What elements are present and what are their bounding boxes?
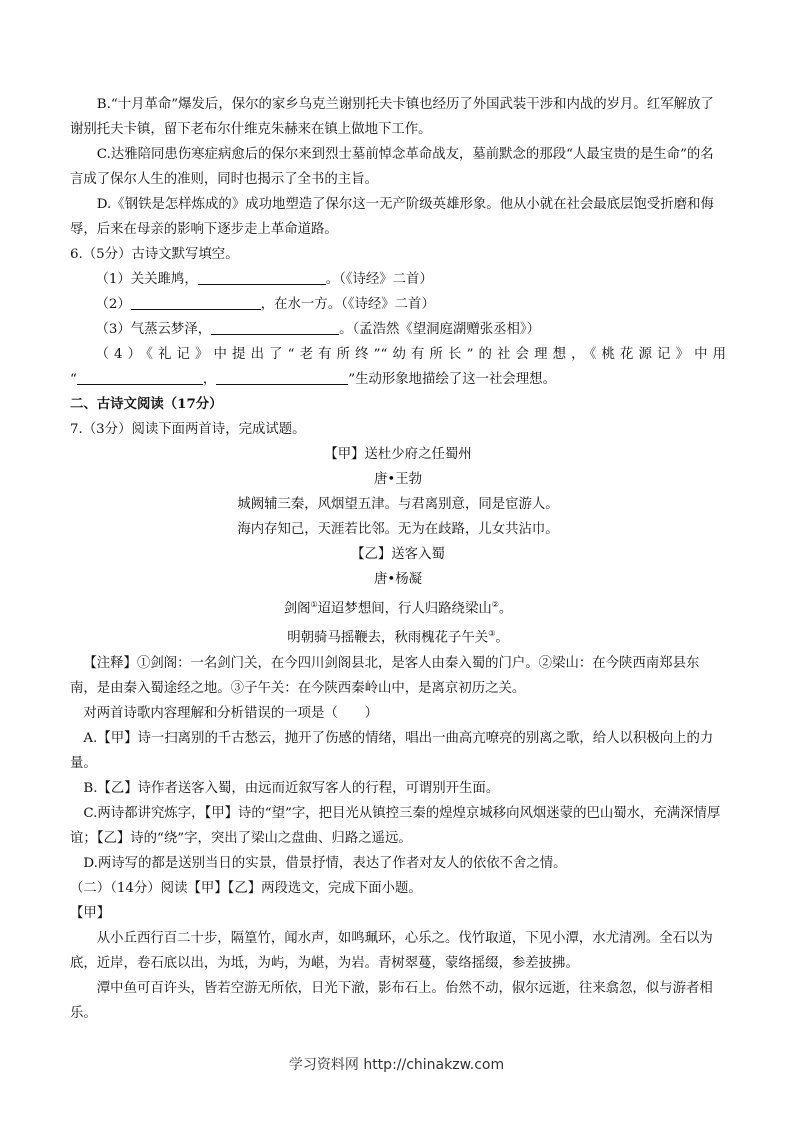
q7-notes: 【注释】①剑阁：一名剑门关，在今四川剑阁县北，是客人由秦入蜀的门户。②梁山：在今陕西南郑县东南，是由秦入蜀途经之地。③子午关：在今陕西秦岭山中，是离京初历之关。 xyxy=(70,655,700,696)
poem-2-line-1-a: 剑阁 xyxy=(283,601,311,617)
q7-option-b: B.【乙】诗作者送客入蜀，由远而近叙写客人的行程，可谓别开生面。 xyxy=(83,780,500,796)
q7-stem: 7.（3分）阅读下面两首诗，完成试题。 xyxy=(70,422,306,437)
q5-option-d: D.《钢铁是怎样炼成的》成功地塑造了保尔这一无产阶级英雄形象。他从小就在社会最底层饱受折磨和侮辱，后来在母亲的影响下逐步走上革命道路。 xyxy=(70,197,714,237)
q6-item-2 xyxy=(70,292,726,317)
q6-item-4-post: ”生动形象地描绘了这一社会理想。 xyxy=(348,372,556,387)
q6-item-2-pre: （2） xyxy=(95,297,131,312)
poem-1-line-2: 海内存知己，天涯若比邻。无为在歧路，儿女共沾巾。 xyxy=(237,522,559,537)
q6-item-3-post: 。（孟浩然《望洞庭湖赠张丞相》） xyxy=(339,322,540,337)
note-marker-1: ① xyxy=(310,600,318,609)
q6-blank-1[interactable] xyxy=(198,270,326,285)
note-marker-2: ② xyxy=(491,600,499,609)
q6-item-3 xyxy=(70,317,726,342)
poem-2-line-1-b: 迢迢梦想间，行人归路绕梁山 xyxy=(317,601,492,617)
q7-question: 对两首诗歌内容理解和分析错误的一项是（ ） xyxy=(83,705,378,721)
page-content xyxy=(70,92,726,1026)
poem-1-title: 【甲】送杜少府之任蜀州 xyxy=(324,447,472,462)
note-marker-3: ③ xyxy=(488,629,496,639)
poem-2-line-2 xyxy=(70,621,726,650)
passage-jia-para-1: 从小丘西行百二十步，隔篁竹，闻水声，如鸣珮环，心乐之。伐竹取道，下见小潭，水尤清冽。全石以为底，近岸，卷石底以出，为坻，为屿，为嵁，为岩。青树翠蔓，蒙络摇缀，参差披拂。 xyxy=(70,930,713,971)
poem-2-line-1 xyxy=(70,592,726,621)
q6-blank-4[interactable] xyxy=(77,370,203,385)
poem-2-title: 【乙】送客入蜀 xyxy=(351,547,445,562)
q6-item-1-pre: （1）关关雎鸠， xyxy=(95,272,198,287)
poem-1-author: 唐•王勃 xyxy=(373,472,423,487)
poem-1-line-1: 城阙辅三秦，风烟望五津。与君离别意，同是宦游人。 xyxy=(237,497,559,512)
q5-option-b: B.“十月革命”爆发后，保尔的家乡乌克兰谢别托夫卡镇也经历了外国武装干涉和内战的岁月。红军解放了谢别托夫卡镇，留下老布尔什维克朱赫来在镇上做地下工作。 xyxy=(70,97,714,137)
poem-2-line-1-c: 。 xyxy=(498,601,513,617)
q7-option-a: A.【甲】诗一扫离别的千古愁云，抛开了伤感的情绪，唱出一曲高亢嘹亮的别离之歌，给人以积极向上的力量。 xyxy=(70,730,714,771)
q6-blank-5[interactable] xyxy=(216,370,348,385)
q6-blank-2[interactable] xyxy=(131,295,261,310)
q6-item-3-pre: （3）气蒸云梦泽， xyxy=(95,322,212,337)
q6-item-4-open: “ xyxy=(70,372,77,387)
q6-item-4-mid: ， xyxy=(202,372,217,387)
q7-option-d: D.两诗写的都是送别当日的实景，借景抒情，表达了作者对友人的依依不舍之情。 xyxy=(83,855,567,871)
part-2-stem: （二）（14分）阅读【甲】【乙】两段选文，完成下面小题。 xyxy=(70,880,422,896)
poem-2-line-2-b: 。 xyxy=(495,630,509,646)
page-footer: 学习资料网 http://chinakzw.com xyxy=(288,1057,505,1073)
poem-2-author: 唐•杨凝 xyxy=(373,572,423,587)
q6-item-4-line-1: （4）《礼记》中提出了“老有所终”“幼有所长”的社会理想，《桃花源记》中用 xyxy=(95,347,726,362)
passage-jia-para-2: 潭中鱼可百许头，皆若空游无所依，日光下澈，影布石上。佁然不动，俶尔远逝，往来翕忽，似与游者相乐。 xyxy=(70,980,713,1021)
q6-item-4-line-2 xyxy=(70,367,726,392)
poem-2-line-2-a: 明朝骑马摇鞭去，秋雨槐花子午关 xyxy=(287,630,489,646)
section-2-heading: 二、古诗文阅读（17分） xyxy=(70,396,223,412)
q7-option-c: C.两诗都讲究炼字，【甲】诗的“望”字，把目光从镇控三秦的煌煌京城移向风烟迷蒙的巴山蜀水，充满深情厚谊；【乙】诗的“绕”字，突出了梁山之盘曲、归路之遥远。 xyxy=(70,805,721,846)
q6-item-1 xyxy=(70,267,726,292)
passage-jia-label: 【甲】 xyxy=(70,905,111,921)
q6-item-2-post: ，在水一方。（《诗经》二首） xyxy=(260,297,435,312)
q6-stem: 6.（5分）古诗文默写填空。 xyxy=(70,247,239,262)
q6-item-1-post: 。（《诗经》二首） xyxy=(325,272,433,287)
q5-option-c: C.达雅陪同患伤寒症病愈后的保尔来到烈士墓前悼念革命战友，墓前默念的那段“人最宝贵的是生命”的名言成了保尔人生的准则，同时也揭示了全书的主旨。 xyxy=(70,147,714,187)
q6-blank-3[interactable] xyxy=(211,320,339,335)
